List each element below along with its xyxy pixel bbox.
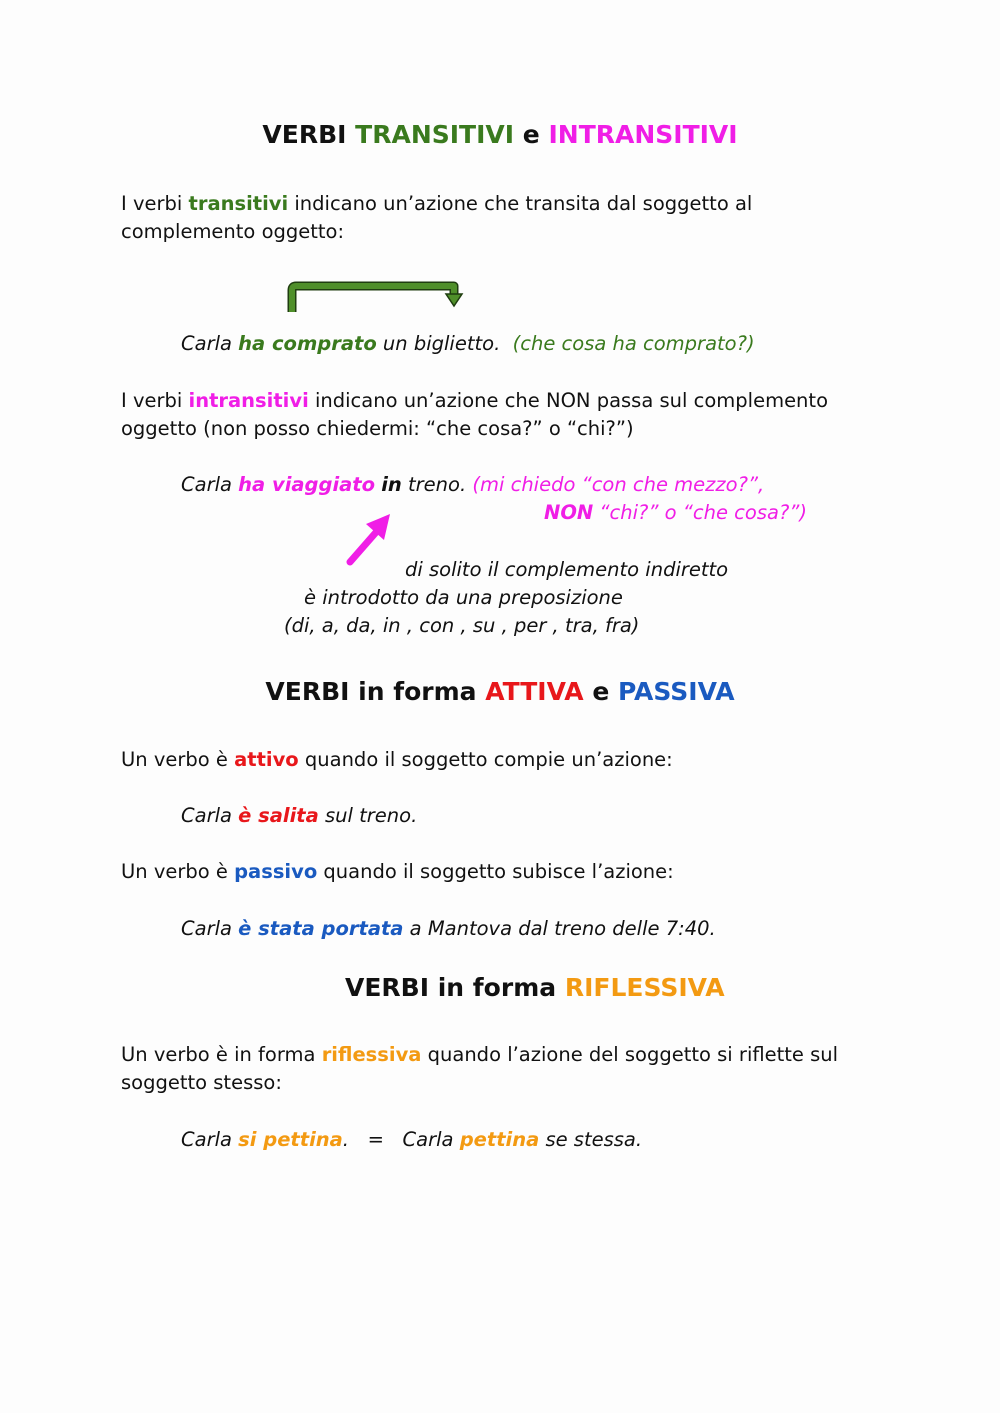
example-note-line1: (mi chiedo “con che mezzo?”, <box>472 473 765 496</box>
definition-passivo <box>121 858 674 886</box>
example-attivo <box>181 802 417 830</box>
keyword-transitivi: transitivi <box>188 192 289 215</box>
example-verb: ha viaggiato <box>238 473 376 496</box>
example-verb: si pettina <box>238 1128 343 1151</box>
example-verb: è stata portata <box>238 917 404 940</box>
definition-prefix: Un verbo è in forma <box>121 1043 316 1066</box>
title-word-riflessiva: RIFLESSIVA <box>564 973 725 1002</box>
definition-line2: complemento oggetto: <box>121 220 345 243</box>
example-verb: è salita <box>238 804 319 827</box>
preposition-note-line2: è introdotto da una preposizione <box>304 586 623 609</box>
preposition-note-line1: di solito il complemento indiretto <box>405 558 729 581</box>
definition-line2: soggetto stesso: <box>121 1071 282 1094</box>
example-object: treno. <box>408 473 467 496</box>
example-verb: ha comprato <box>238 332 377 355</box>
example-subject: Carla <box>181 332 232 355</box>
definition-prefix: Un verbo è <box>121 748 228 771</box>
note-rest: “chi?” o “che cosa?”) <box>599 501 807 524</box>
title-word-e: e <box>592 677 610 706</box>
title-word-e: e <box>522 120 540 149</box>
example-intransitivo <box>181 471 764 499</box>
title-word-transitivi: TRANSITIVI <box>355 120 515 149</box>
title-word-verbi: VERBI in forma <box>345 973 557 1002</box>
example-rest: sul treno. <box>325 804 418 827</box>
definition-line2: oggetto (non posso chiedermi: “che cosa?” o “chi?”) <box>121 417 634 440</box>
preposition-note-line3: (di, a, da, in , con , su , per , tra, fra) <box>284 614 640 637</box>
example-riflessiva <box>181 1126 642 1154</box>
example-subject: Carla <box>181 1128 232 1151</box>
section-title-attiva-passiva <box>0 677 1000 706</box>
definition-transitivi <box>121 190 752 246</box>
example-subject: Carla <box>181 473 232 496</box>
definition-intransitivi <box>121 387 828 443</box>
example-equals: . = Carla <box>342 1128 454 1151</box>
magenta-arrow-icon <box>340 510 400 570</box>
title-word-verbi: VERBI in forma <box>265 677 477 706</box>
section-title-transitivi <box>0 120 1000 149</box>
example-object: un biglietto. <box>382 332 501 355</box>
keyword-attivo: attivo <box>234 748 299 771</box>
keyword-riflessiva: riflessiva <box>321 1043 422 1066</box>
keyword-passivo: passivo <box>234 860 318 883</box>
example-subject: Carla <box>181 917 232 940</box>
definition-text: quando l’azione del soggetto si riflette sul <box>427 1043 839 1066</box>
definition-prefix: I verbi <box>121 192 183 215</box>
title-word-attiva: ATTIVA <box>485 677 584 706</box>
section-title-riflessiva <box>345 973 725 1002</box>
title-word-intransitivi: INTRANSITIVI <box>548 120 738 149</box>
definition-attivo <box>121 746 673 774</box>
title-word-verbi: VERBI <box>262 120 347 149</box>
keyword-intransitivi: intransitivi <box>188 389 309 412</box>
example-verb2: pettina <box>459 1128 540 1151</box>
example-preposition: in <box>381 473 402 496</box>
definition-text: quando il soggetto subisce l’azione: <box>323 860 674 883</box>
example-rest: a Mantova dal treno delle 7:40. <box>409 917 716 940</box>
title-word-passiva: PASSIVA <box>618 677 735 706</box>
example-question: (che cosa ha comprato?) <box>512 332 755 355</box>
example-passivo <box>181 915 716 943</box>
example-subject: Carla <box>181 804 232 827</box>
example-note-line2 <box>544 499 807 527</box>
definition-prefix: Un verbo è <box>121 860 228 883</box>
green-arrow-icon <box>286 280 466 320</box>
definition-prefix: I verbi <box>121 389 183 412</box>
example-transitivo <box>181 330 755 358</box>
definition-text: indicano un’azione che NON passa sul complemento <box>314 389 828 412</box>
definition-text: quando il soggetto compie un’azione: <box>304 748 673 771</box>
note-non: NON <box>544 501 594 524</box>
definition-riflessiva <box>121 1041 838 1097</box>
example-rest: se stessa. <box>545 1128 643 1151</box>
definition-text: indicano un’azione che transita dal soggetto al <box>294 192 753 215</box>
